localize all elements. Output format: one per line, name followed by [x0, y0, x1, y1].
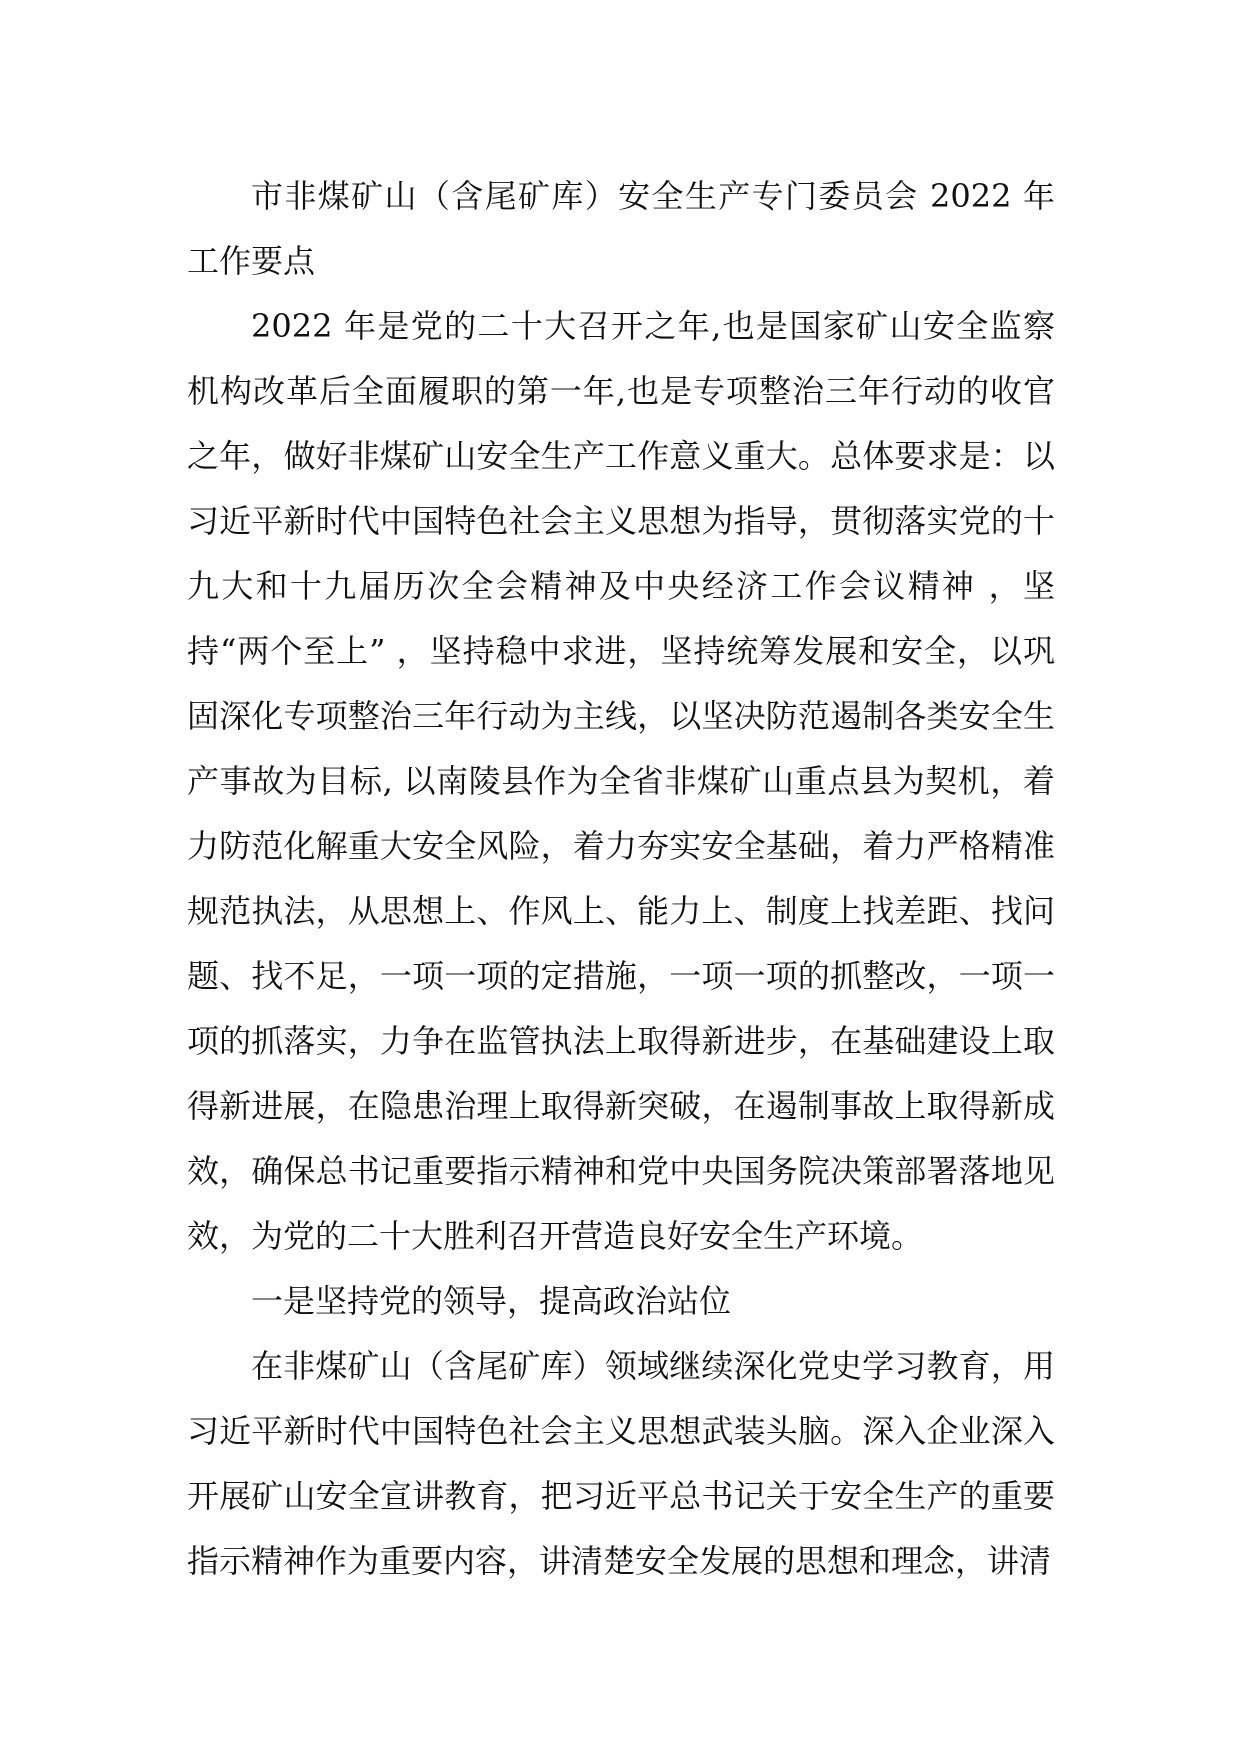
document-page: [187, 164, 1055, 1594]
document-title: 市非煤矿山（含尾矿库）安全生产专门委员会 2022 年工作要点: [187, 177, 1055, 280]
section-heading: 一是坚持党的领导，提高政治站位: [251, 1282, 732, 1320]
section-paragraph: 在非煤矿山（含尾矿库）领域继续深化党史学习教育，用习近平新时代中国特色社会主义思想武装头脑。深入企业深入开展矿山安全宣讲教育，把习近平总书记关于安全生产的重要指示精神作为重要内容，讲清楚安全发展的思想和理念，讲清: [187, 1347, 1055, 1580]
intro-paragraph: 2022 年是党的二十大召开之年,也是国家矿山安全监察机构改革后全面履职的第一年,也是专项整治三年行动的收官之年，做好非煤矿山安全生产工作意义重大。总体要求是：以习近平新时代中国特色社会主义思想为指导，贯彻落实党的十九大和十九届历次全会精神及中央经济工作会议精神 ，坚持“两个至上” ，坚持稳中求进，坚持统筹发展和安全，以巩固深化专项整治三年行动为主线，以坚决防范遏制各类安全生产事故为目标, 以南陵县作为全省非煤矿山重点县为契机，着力防范化解重大安全风险，着力夯实安全基础，着力严格精准规范执法，从思想上、作风上、能力上、制度上找差距、找问题、找不足，一项一项的定措施，一项一项的抓整改，一项一项的抓落实，力争在监管执法上取得新进步，在基础建设上取得新进展，在隐患治理上取得新突破，在遏制事故上取得新成效，确保总书记重要指示精神和党中央国务院决策部署落地见效，为党的二十大胜利召开营造良好安全生产环境。: [187, 307, 1055, 1255]
